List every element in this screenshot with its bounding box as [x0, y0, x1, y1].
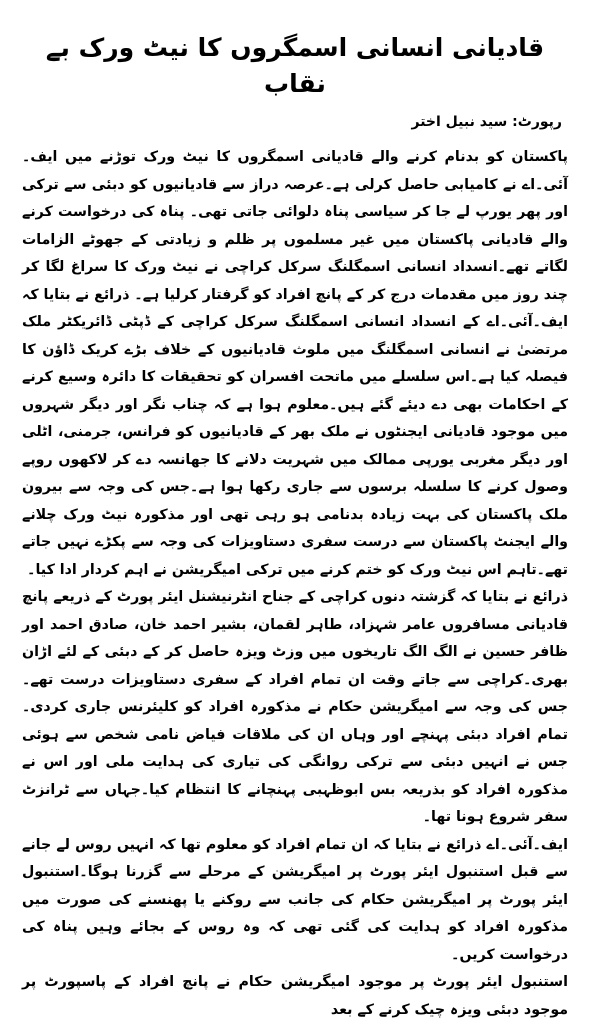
article-headline: قادیانی انسانی اسمگروں کا نیٹ ورک بے نقاب [45, 33, 545, 98]
article-paragraph: ایف۔آئی۔اے ذرائع نے بتایا کہ ان تمام افراد کو معلوم تھا کہ انہیں روس لے جانے سے قبل استنبول ایئر پورٹ پر امیگریشن کے مرحلے سے گزرنا ہوگا۔استنبول ایئر پورٹ پر امیگریشن حکام کی جانب سے روکنے یا پھنسنے کی صورت میں مذکورہ افراد کو ہدایت کی گئی تھی کہ وہ روس کے بجائے وہیں پناہ کی درخواست کریں۔ [22, 836, 568, 963]
article-paragraph: پاکستان کو بدنام کرنے والے قادیانی اسمگروں کا نیٹ ورک توڑنے میں ایف۔آئی۔اے نے کامیابی حاصل کرلی ہے۔عرصہ دراز سے قادیانیوں کو دبئی سے ترکی اور پھر یورپ لے جا کر سیاسی پناہ دلوائی جاتی تھی۔ پناہ کی درخواست کرنے والے قادیانی پاکستان میں غیر مسلموں پر ظلم و زیادتی کے جھوٹے الزامات لگاتے تھے۔انسداد انسانی اسمگلنگ سرکل کراچی نے نیٹ ورک کا سراغ لگا کر چند روز میں مقدمات درج کر کے پانچ افراد کو گرفتار کرلیا ہے۔ ذرائع نے بتایا کہ ایف۔آئی۔اے کے انسداد انسانی اسمگلنگ سرکل کراچی کے ڈپٹی ڈائریکٹر ملک مرتضیٰ نے انسانی اسمگلنگ میں ملوث قادیانیوں کے خلاف بڑے کریک ڈاؤن کا فیصلہ کیا ہے۔اس سلسلے میں ماتحت افسران کو تحقیقات کا دائرہ وسیع کرنے کے احکامات بھی دے دیئے گئے ہیں۔معلوم ہوا ہے کہ چناب نگر اور دیگر شہروں میں موجود قادیانی ایجنٹوں نے ملک بھر کے قادیانیوں کو فرانس، جرمنی، اٹلی اور دیگر مغربی یورپی ممالک میں شہریت دلانے کا جھانسہ دے کر لاکھوں روپے وصول کرنے کا سلسلہ برسوں سے جاری رکھا ہوا ہے۔جس کی وجہ سے بیرون ملک پاکستان کی بہت زیادہ بدنامی ہو رہی تھی اور مذکورہ نیٹ ورک چلانے والے ایجنٹ پاکستان سے درست سفری دستاویزات کی وجہ سے پکڑے نہیں جاتے تھے۔تاہم اس نیٹ ورک کو ختم کرنے میں ترکی امیگریشن نے اہم کردار ادا کیا۔ [22, 149, 568, 578]
article-paragraph: ذرائع نے بتایا کہ گزشتہ دنوں کراچی کے جناح انٹرنیشنل ایئر پورٹ کے ذریعے پانچ قادیانی مسافروں عامر شہزاد، طاہر لقمان، بشیر احمد خان، صادق احمد اور ظافر حسین نے الگ الگ تاریخوں میں وزٹ ویزہ حاصل کر کے دبئی کے لئے اڑان بھری۔کراچی سے جاتے وقت ان تمام افراد کے سفری دستاویزات درست تھے۔جس کی وجہ سے امیگریشن حکام نے مذکورہ افراد کو کلیئرنس جاری کردی۔تمام افراد دبئی پہنچے اور وہاں ان کی ملاقات فیاض نامی شخص سے ہوئی جس نے انہیں دبئی سے ترکی روانگی کی تیاری کی ہدایت ملی اور اس نے مذکورہ افراد کو بذریعہ بس ابوظہبی پہنچانے کا انتظام کیا۔جہاں سے ٹرانزٹ سفر شروع ہونا تھا۔ [22, 589, 568, 825]
article-paragraph: استنبول ایئر پورٹ پر موجود امیگریشن حکام نے پانچ افراد کے پاسپورٹ پر موجود دبئی ویزہ چیک کرنے کے بعد [22, 974, 568, 1018]
article-body [22, 144, 568, 1024]
article-byline: رپورٹ: سید نبیل اختر [411, 114, 562, 130]
